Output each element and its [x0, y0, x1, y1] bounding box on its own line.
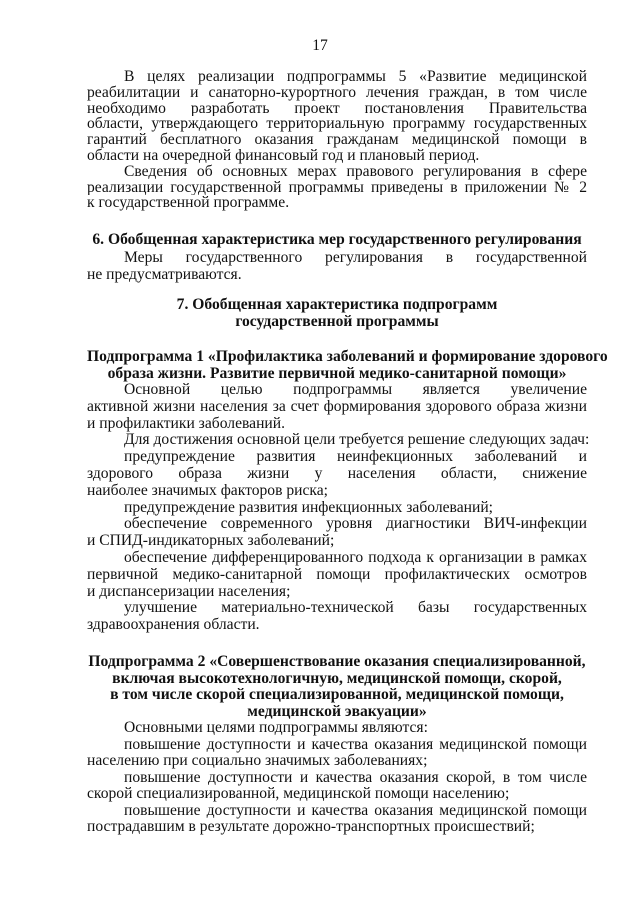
text-line: здравоохранения области.: [87, 616, 260, 634]
text-line: не предусматриваются.: [87, 265, 242, 283]
paragraph: [87, 720, 587, 737]
section-heading: [87, 232, 587, 249]
text-line: обеспечение современного уровня диагностики ВИЧ-инфекции: [124, 516, 587, 533]
paragraph: [87, 737, 587, 770]
heading-line: образа жизни. Развитие первичной медико-санитарной помощи»: [107, 364, 567, 382]
text-line: наиболее значимых факторов риска;: [87, 481, 329, 499]
body-text-block: [87, 382, 590, 634]
section-heading: [87, 348, 608, 382]
text-line: Для достижения основной цели требуется решение следующих задач:: [124, 431, 590, 449]
text-line: к государственной программе.: [87, 194, 290, 212]
heading-line: Подпрограмма 1 «Профилактика заболеваний и формирование здорового: [87, 348, 608, 365]
paragraph: [87, 516, 587, 550]
paragraph: [87, 550, 587, 600]
text-line: здорового образа жизни у населения области, снижение: [87, 465, 587, 482]
paragraph: [87, 500, 587, 517]
body-text-block: [87, 69, 587, 211]
section-heading: [87, 297, 587, 330]
text-line: скорой специализированной, медицинской помощи населению;: [87, 785, 510, 802]
text-line: и СПИД-индикаторных заболеваний;: [87, 532, 335, 550]
text-line: повышение доступности и качества оказания медицинской помощи: [124, 802, 587, 819]
text-line: гарантий бесплатного оказания гражданам медицинской помощи в: [87, 132, 587, 148]
text-line: предупреждение развития инфекционных заболеваний;: [124, 498, 494, 516]
section-heading: [87, 654, 587, 721]
heading-line: 6. Обобщенная характеристика мер государственного регулирования: [92, 231, 582, 248]
paragraph: [87, 770, 587, 803]
text-line: предупреждение развития неинфекционных заболеваний и: [124, 449, 587, 466]
text-line: реабилитации и санаторно-курортного лечения граждан, в том числе: [87, 84, 587, 101]
page-number: 17: [312, 37, 328, 54]
text-line: Сведения об основных мерах правового регулирования в сфере: [124, 163, 587, 180]
heading-line: государственной программы: [235, 312, 439, 330]
heading-line: Подпрограмма 2 «Совершенствование оказания специализированной,: [88, 653, 586, 670]
paragraph: [87, 600, 587, 634]
body-text-block: [87, 250, 587, 283]
text-line: пострадавшим в результате дорожно-транспортных происшествий;: [87, 818, 535, 835]
body-text-block: [87, 720, 587, 836]
paragraph: [87, 803, 587, 836]
heading-line: включая высокотехнологичную, медицинской помощи, скорой,: [112, 669, 562, 687]
text-line: Основной целью подпрограммы является увеличение: [124, 382, 587, 398]
text-line: активной жизни населения за счет формирования здорового образа жизни: [87, 398, 587, 415]
text-line: Меры государственного регулирования в государственной: [124, 250, 587, 266]
text-line: и профилактики заболеваний.: [87, 414, 286, 432]
heading-line: в том числе скорой специализированной, медицинской помощи,: [110, 686, 564, 704]
paragraph: [87, 449, 587, 499]
text-line: Основными целями подпрограммы являются:: [124, 719, 428, 736]
heading-line: медицинской эвакуации»: [247, 703, 427, 721]
paragraph: [87, 382, 587, 432]
text-line: и диспансеризации населения;: [87, 582, 291, 600]
paragraph: [87, 250, 587, 283]
text-line: В целях реализации подпрограммы 5 «Развитие медицинской: [124, 69, 587, 85]
text-line: повышение доступности и качества оказания медицинской помощи: [124, 736, 587, 753]
text-line: необходимо разработать проект постановления Правительства: [87, 100, 587, 117]
paragraph: [87, 164, 587, 211]
text-line: повышение доступности и качества оказания скорой, в том числе: [124, 769, 587, 786]
text-line: реализации государственной программы приведены в приложении № 2: [87, 179, 587, 196]
text-line: области, утверждающего территориальную программу государственных: [87, 116, 587, 133]
text-line: улучшение материально-технической базы государственных: [124, 600, 587, 617]
paragraph: [87, 431, 590, 449]
text-line: первичной медико-санитарной помощи профилактических осмотров: [87, 566, 587, 583]
text-line: области на очередной финансовый год и плановый период.: [87, 146, 480, 164]
heading-line: 7. Обобщенная характеристика подпрограмм: [176, 296, 498, 313]
text-line: обеспечение дифференцированного подхода к организации в рамках: [124, 549, 587, 566]
paragraph: [87, 69, 587, 164]
text-line: населению при социально значимых заболеваниях;: [87, 752, 428, 769]
